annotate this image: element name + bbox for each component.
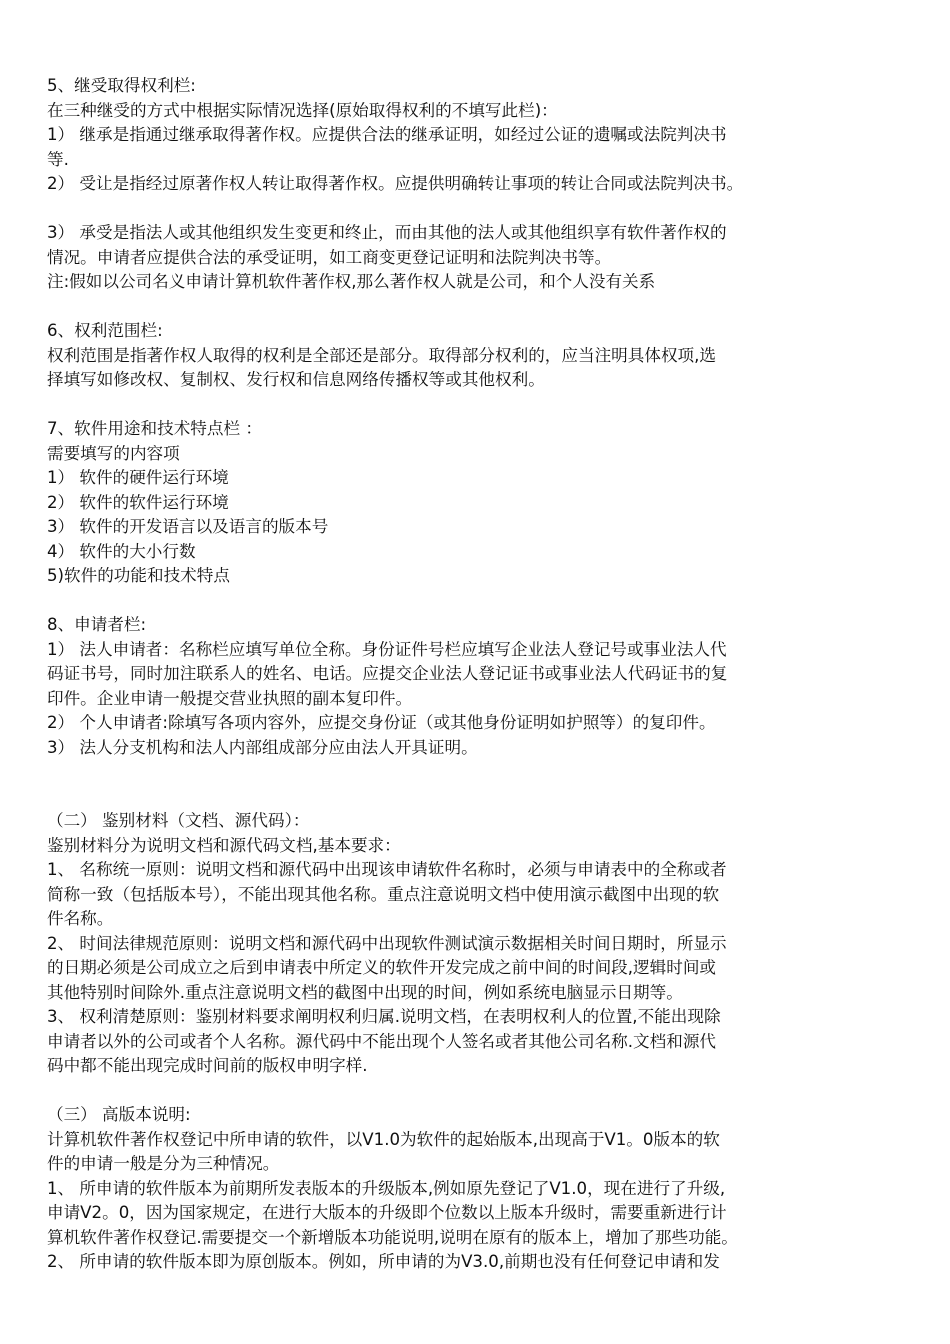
note-line: 注:假如以公司名义申请计算机软件著作权,那么著作权人就是公司，和个人没有关系: [47, 272, 656, 291]
list-item-line: 3） 法人分支机构和法人内部组成部分应由法人开具证明。: [47, 737, 478, 757]
blank-line: [47, 760, 909, 809]
list-item-line: 1、 名称统一原则：说明文档和源代码中出现该申请软件名称时，必须与申请表中的全称或者: [47, 860, 727, 879]
paragraph-line: 等.: [47, 149, 69, 169]
blank-line: [47, 589, 909, 614]
blank-line: [47, 393, 909, 418]
paragraph-line: 其他特别时间除外.重点注意说明文档的截图中出现的时间，例如系统电脑显示日期等。: [47, 982, 683, 1002]
paragraph-line: 鉴别材料分为说明文档和源代码文档,基本要求：: [47, 835, 401, 855]
blank-line: [47, 197, 909, 222]
paragraph-line: 申请V2。0，因为国家规定，在进行大版本的升级即个位数以上版本升级时，需要重新进行计: [47, 1203, 727, 1222]
list-item-line: 4） 软件的大小行数: [47, 541, 196, 561]
paragraph-line: 算机软件著作权登记.需要提交一个新增版本功能说明,说明在原有的版本上，增加了那些功能。: [47, 1227, 738, 1247]
paragraph-line: 申请者以外的公司或者个人名称。源代码中不能出现个人签名或者其他公司名称.文档和源代: [47, 1031, 717, 1051]
paragraph-line: 的日期必须是公司成立之后到申请表中所定义的软件开发完成之前中间的时间段,逻辑时间或: [47, 958, 717, 977]
section-heading: 5、继受取得权利栏:: [47, 76, 196, 95]
paragraph-line: 计算机软件著作权登记中所申请的软件，以V1.0为软件的起始版本,出现高于V1。0版本的软: [47, 1129, 720, 1149]
list-item-line: 1、 所申请的软件版本为前期所发表版本的升级版本,例如原先登记了V1.0，现在进行了升级,: [47, 1178, 726, 1198]
paragraph-line: 择填写如修改权、复制权、发行权和信息网络传播权等或其他权利。: [47, 370, 545, 389]
paragraph-line: 在三种继受的方式中根据实际情况选择(原始取得权利的不填写此栏)：: [47, 100, 558, 120]
list-item-line: 1） 继承是指通过继承取得著作权。应提供合法的继承证明，如经过公证的遗嘱或法院判决书: [47, 125, 727, 144]
list-item-line: 1） 软件的硬件运行环境: [47, 468, 229, 487]
section-software-usage: [47, 417, 909, 589]
paragraph-line: 码中都不能出现完成时间前的版权申明字样.: [47, 1056, 368, 1075]
section-applicant: [47, 613, 909, 760]
section-identification-materials: [47, 809, 909, 1079]
list-item-line: 1） 法人申请者：名称栏应填写单位全称。身份证件号栏应填写企业法人登记号或事业法人代: [47, 639, 727, 659]
paragraph-line: 权利范围是指著作权人取得的权利是全部还是部分。取得部分权利的，应当注明具体权项,选: [47, 345, 717, 365]
list-item-line: 2） 软件的软件运行环境: [47, 492, 229, 512]
blank-line: [47, 295, 909, 320]
section-heading: 7、软件用途和技术特点栏 ：: [47, 419, 262, 438]
list-item-line: 3） 软件的开发语言以及语言的版本号: [47, 517, 329, 536]
paragraph-line: 简称一致（包括版本号），不能出现其他名称。重点注意说明文档中使用演示截图中出现的软: [47, 884, 720, 904]
list-item-line: 2、 所申请的软件版本即为原创版本。例如，所申请的为V3.0,前期也没有任何登记申请和发: [47, 1252, 720, 1271]
section-rights-scope: [47, 319, 909, 393]
paragraph-line: 码证书号，同时加注联系人的姓名、电话。应提交企业法人登记证书或事业法人代码证书的复: [47, 664, 728, 683]
section-heading: 6、权利范围栏:: [47, 321, 163, 340]
list-item-line: 3、 权利清楚原则：鉴别材料要求阐明权利归属.说明文档，在表明权利人的位置,不能出现除: [47, 1007, 721, 1026]
section-heading: （三） 高版本说明:: [47, 1105, 191, 1124]
section-inherited-rights: [47, 74, 909, 295]
list-item-line: 2） 受让是指经过原著作权人转让取得著作权。应提供明确转让事项的转让合同或法院判决书。: [47, 174, 744, 193]
list-item-line: 2、 时间法律规范原则：说明文档和源代码中出现软件测试演示数据相关时间日期时，所显示: [47, 933, 727, 953]
section-heading: （二） 鉴别材料（文档、源代码）：: [47, 811, 310, 830]
list-item-line: 5)软件的功能和技术特点: [47, 566, 230, 585]
paragraph-line: 件的申请一般是分为三种情况。: [47, 1154, 280, 1173]
blank-line: [47, 1079, 909, 1104]
list-item-line: 2） 个人申请者:除填写各项内容外，应提交身份证（或其他身份证明如护照等）的复印件。: [47, 713, 716, 732]
paragraph-line: 需要填写的内容项: [47, 443, 180, 463]
section-heading: 8、申请者栏:: [47, 615, 147, 634]
list-item-line: 3） 承受是指法人或其他组织发生变更和终止，而由其他的法人或其他组织享有软件著作权的: [47, 223, 727, 242]
paragraph-line: 件名称。: [47, 909, 114, 928]
paragraph-line: 情况。申请者应提供合法的承受证明，如工商变更登记证明和法院判决书等。: [47, 247, 612, 267]
section-higher-version: [47, 1103, 909, 1275]
document-page: [47, 74, 909, 1275]
paragraph-line: 印件。企业申请一般提交营业执照的副本复印件。: [47, 688, 413, 708]
